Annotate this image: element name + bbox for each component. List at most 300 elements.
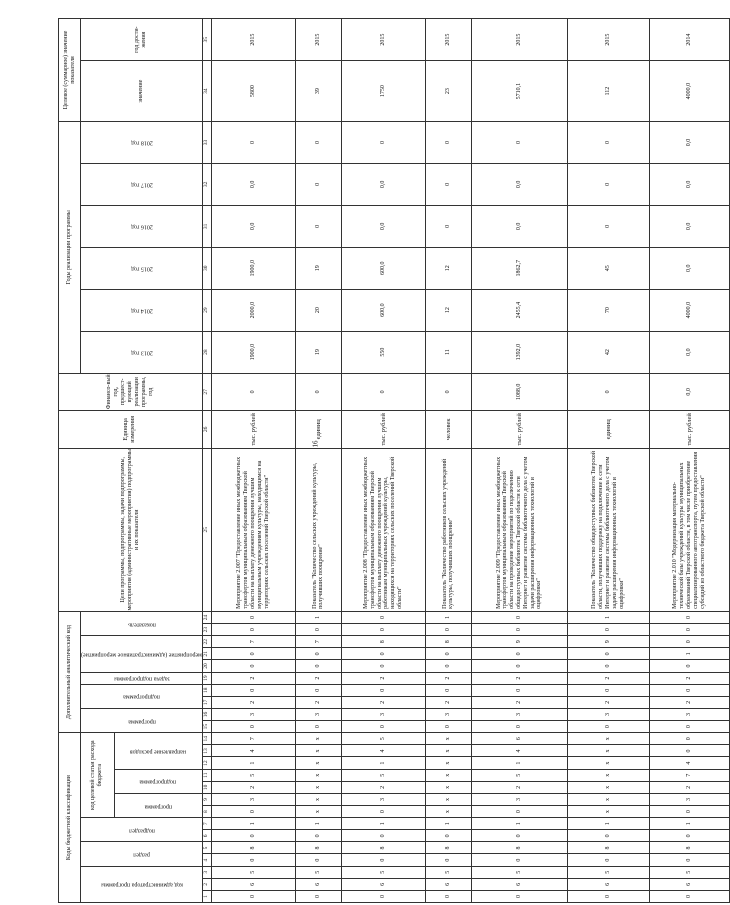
row-target-year: 2015 [341, 19, 425, 61]
row-description: Показатель "Количество общедоступных библиотек Тверской области, получивших поддержку на подключение к сети Интернет и развитие системы библиотечного дела с учетом задачи расширения информационных технологий и оцифровки" [567, 448, 649, 611]
code-digit: 5 [471, 866, 567, 878]
code-digit: 1 [425, 818, 471, 830]
year-2016-header: 2016 год [81, 205, 203, 247]
code-digit: 2 [567, 672, 649, 684]
code-digit: 0 [471, 624, 567, 636]
code-digit: 0 [649, 806, 729, 818]
code-digit: 8 [211, 842, 295, 854]
table-row [471, 19, 567, 903]
row-year-value: 550 [341, 331, 425, 373]
table-row [649, 19, 729, 903]
code-digit: 8 [425, 842, 471, 854]
code-digit: x [567, 733, 649, 745]
row-year-value: 42 [567, 331, 649, 373]
code-digit: 5 [341, 866, 425, 878]
row-year-value: 0 [211, 121, 295, 163]
code-digit: 0 [471, 721, 567, 733]
code-digit: 7 [295, 636, 341, 648]
row-target-value: 1750 [341, 61, 425, 122]
row-target-value: 5710,1 [471, 61, 567, 122]
code-digit: 0 [567, 648, 649, 660]
row-year-value: 600,0 [341, 289, 425, 331]
code-digit: x [567, 793, 649, 805]
code-digit: 0 [341, 854, 425, 866]
row-unit: тыс. рублей [471, 411, 567, 449]
code-digit: 7 [649, 769, 729, 781]
code-digit: 0 [567, 684, 649, 696]
code-digit: 3 [341, 708, 425, 720]
code-digit: 3 [567, 708, 649, 720]
subprogram-code-header: подпрограмма [114, 769, 202, 793]
code-digit: x [425, 793, 471, 805]
row-year-value: 0,0 [649, 247, 729, 289]
row-year-value: 20 [295, 289, 341, 331]
row-unit: тыс. рублей [649, 411, 729, 449]
code-digit: 0 [649, 854, 729, 866]
code-digit: 6 [211, 878, 295, 890]
code-digit: 0 [295, 624, 341, 636]
row-year-value: 1862,7 [471, 247, 567, 289]
code-digit: 8 [567, 842, 649, 854]
row-description: Мероприятие 2.009 "Предоставление иных межбюджетных трансфертов муниципальным образованиям Тверской области на проведение мероприятий по подключению общедоступных библиотек Тверской области к сети Интернет и развитие системы библиотечного дела с учетом задачи расширения информационных технологий и оцифровки" [471, 448, 567, 611]
code-digit: 4 [341, 745, 425, 757]
column-number: 8 [202, 806, 211, 818]
analytic-task-header: задача подпрограммы [81, 672, 203, 684]
year-2013-header: 2013 год [81, 331, 203, 373]
code-digit: 0 [295, 854, 341, 866]
code-digit: 0 [341, 660, 425, 672]
row-unit: тыс. рублей [341, 411, 425, 449]
code-digit: x [567, 757, 649, 769]
code-digit: 8 [341, 842, 425, 854]
row-target-year: 2015 [295, 19, 341, 61]
code-digit: x [567, 769, 649, 781]
code-digit: 6 [567, 878, 649, 890]
admin-code-header: код администратора программы [81, 866, 203, 902]
code-digit: 2 [471, 781, 567, 793]
column-number: 1 [202, 890, 211, 902]
row-year-value: 0 [567, 163, 649, 205]
code-digit: 6 [649, 878, 729, 890]
code-digit: 5 [649, 866, 729, 878]
code-digit: x [425, 781, 471, 793]
column-number: 22 [202, 636, 211, 648]
budget-codes-header: Коды бюджетной классификации [59, 733, 81, 903]
column-number-row [202, 19, 211, 903]
code-digit: x [295, 745, 341, 757]
row-unit: человек [425, 411, 471, 449]
code-digit: 0 [471, 648, 567, 660]
code-digit: 0 [425, 721, 471, 733]
code-digit: 3 [211, 708, 295, 720]
column-number: 18 [202, 684, 211, 696]
code-digit: 2 [471, 696, 567, 708]
code-digit: 0 [649, 684, 729, 696]
row-year-value: 0 [425, 205, 471, 247]
code-digit: x [295, 806, 341, 818]
row-year-value: 11 [425, 331, 471, 373]
code-digit: 0 [341, 721, 425, 733]
code-digit: 1 [567, 818, 649, 830]
row-year-value: 0 [471, 121, 567, 163]
code-digit: 0 [567, 721, 649, 733]
row-prev-year: 1088,0 [471, 373, 567, 411]
column-number: 35 [202, 19, 211, 61]
unit-header: Единица измерения [59, 411, 203, 449]
code-digit: 0 [649, 745, 729, 757]
row-year-value: 0 [567, 121, 649, 163]
code-digit: 0 [295, 890, 341, 902]
code-digit: 3 [471, 793, 567, 805]
code-digit: 0 [471, 854, 567, 866]
row-year-value: 0 [341, 121, 425, 163]
code-digit: 2 [341, 696, 425, 708]
code-digit: x [295, 757, 341, 769]
year-2015-header: 2015 год [81, 247, 203, 289]
row-unit: тыс. рублей [211, 411, 295, 449]
code-digit: 0 [471, 830, 567, 842]
code-digit: 5 [341, 733, 425, 745]
code-digit: 0 [649, 636, 729, 648]
column-number: 27 [202, 373, 211, 411]
program-code-header: программа [114, 793, 202, 817]
table-row [567, 19, 649, 903]
analytic-indicator-header: показатель [81, 611, 203, 635]
row-year-value: 1900,0 [211, 247, 295, 289]
code-digit: 0 [211, 854, 295, 866]
row-year-value: 0,0 [471, 205, 567, 247]
years-header: Годы реализации программы [59, 121, 81, 373]
code-digit: 1 [211, 757, 295, 769]
column-number: 23 [202, 624, 211, 636]
code-digit: 7 [211, 636, 295, 648]
column-number: 33 [202, 121, 211, 163]
code-digit: 9 [471, 636, 567, 648]
target-value-header: значение [81, 61, 203, 122]
column-number: 34 [202, 61, 211, 122]
column-number: 20 [202, 660, 211, 672]
code-digit: 0 [295, 648, 341, 660]
code-digit: 3 [341, 793, 425, 805]
code-digit: 0 [341, 806, 425, 818]
code-digit: x [567, 806, 649, 818]
row-year-value: 0,0 [211, 163, 295, 205]
code-digit: 0 [211, 806, 295, 818]
row-year-value: 12 [425, 289, 471, 331]
column-number: 12 [202, 757, 211, 769]
row-target-value: 4000,0 [649, 61, 729, 122]
column-number: 11 [202, 769, 211, 781]
code-digit: 9 [567, 636, 649, 648]
code-digit: 8 [471, 842, 567, 854]
column-number: 14 [202, 733, 211, 745]
code-digit: 0 [649, 721, 729, 733]
code-digit: 8 [295, 842, 341, 854]
code-digit: 5 [471, 769, 567, 781]
code-digit: 2 [425, 672, 471, 684]
row-year-value: 19 [295, 247, 341, 289]
row-year-value: 12 [425, 247, 471, 289]
code-digit: 8 [341, 636, 425, 648]
code-digit: 1 [471, 757, 567, 769]
row-year-value: 2000,0 [211, 289, 295, 331]
analytic-program-header: программа [81, 708, 203, 732]
row-year-value: 0,0 [649, 121, 729, 163]
code-digit: 2 [471, 672, 567, 684]
code-digit: 0 [341, 611, 425, 623]
code-digit: 5 [567, 866, 649, 878]
row-target-year: 2015 [211, 19, 295, 61]
analytic-subprogram-header: подпрограмма [81, 684, 203, 708]
target-article-header: код целевой статьи расхода бюджета [81, 733, 115, 818]
code-digit: 1 [471, 818, 567, 830]
code-digit: 2 [211, 696, 295, 708]
row-prev-year: 0 [425, 373, 471, 411]
code-digit: 0 [211, 684, 295, 696]
code-digit: x [295, 733, 341, 745]
column-number: 19 [202, 672, 211, 684]
code-digit: 3 [425, 708, 471, 720]
table-row [295, 19, 341, 903]
code-digit: x [425, 769, 471, 781]
code-digit: 0 [567, 624, 649, 636]
row-year-value: 600,0 [341, 247, 425, 289]
target-year-header: год дости-жения [81, 19, 203, 61]
page-number: 16 [311, 440, 320, 448]
code-digit: 2 [211, 672, 295, 684]
code-digit: 0 [211, 611, 295, 623]
row-prev-year: 0 [341, 373, 425, 411]
analytic-event-header: мероприятие (административное мероприятие) [81, 636, 203, 672]
code-digit: 6 [425, 878, 471, 890]
code-digit: 0 [471, 890, 567, 902]
row-year-value: 0 [295, 205, 341, 247]
code-digit: 1 [295, 611, 341, 623]
code-digit: 0 [471, 684, 567, 696]
subsection-header: подраздел [81, 818, 203, 842]
code-digit: 8 [425, 636, 471, 648]
row-target-value: 112 [567, 61, 649, 122]
code-digit: 0 [295, 684, 341, 696]
year-2018-header: 2018 год [81, 121, 203, 163]
code-digit: x [567, 745, 649, 757]
row-year-value: 0 [567, 205, 649, 247]
code-digit: 0 [425, 660, 471, 672]
finance-year-header: Финансо-вый год, предшест-вующий реализации программы, год [59, 373, 203, 411]
code-digit: 3 [211, 793, 295, 805]
code-digit: 1 [295, 818, 341, 830]
row-target-year: 2015 [425, 19, 471, 61]
goals-header: Цели программы, подпрограммы, задачи подпрограммы, мероприятия (административные мероприятия) подпрограммы и их показатели [59, 448, 203, 611]
row-description: Показатель "Количество работников сельских учреждений культуры, получивших поощрение" [425, 448, 471, 611]
code-digit: 8 [649, 842, 729, 854]
row-year-value: 1392,0 [471, 331, 567, 373]
code-digit: 0 [567, 830, 649, 842]
code-digit: 7 [211, 733, 295, 745]
section-header: раздел [81, 842, 203, 866]
row-year-value: 0,0 [341, 163, 425, 205]
code-digit: 1 [649, 818, 729, 830]
code-digit: 2 [649, 672, 729, 684]
column-number: 5 [202, 842, 211, 854]
code-digit: 0 [211, 830, 295, 842]
code-digit: 5 [425, 866, 471, 878]
row-prev-year: 0 [211, 373, 295, 411]
column-number: 25 [202, 448, 211, 611]
code-digit: 5 [211, 866, 295, 878]
column-number: 21 [202, 648, 211, 660]
code-digit: 0 [211, 624, 295, 636]
row-year-value: 0 [295, 121, 341, 163]
row-year-value: 45 [567, 247, 649, 289]
row-year-value: 0,0 [649, 331, 729, 373]
column-number: 7 [202, 818, 211, 830]
code-digit: 0 [211, 648, 295, 660]
row-prev-year: 0,0 [649, 373, 729, 411]
code-digit: 0 [211, 721, 295, 733]
code-digit: 0 [649, 830, 729, 842]
row-target-value: 23 [425, 61, 471, 122]
code-digit: 0 [341, 684, 425, 696]
row-target-value: 39 [295, 61, 341, 122]
code-digit: x [295, 769, 341, 781]
row-year-value: 1900,0 [211, 331, 295, 373]
code-digit: 0 [649, 624, 729, 636]
code-digit: 6 [341, 878, 425, 890]
table-row [425, 19, 471, 903]
code-digit: 1 [341, 757, 425, 769]
table-row [341, 19, 425, 903]
row-year-value: 2455,4 [471, 289, 567, 331]
row-year-value: 19 [295, 331, 341, 373]
row-description: Мероприятие 2.010 "Модернизация материально-технической базы учреждений культуры муниципальных образований Тверской области, в том числе приобретение специализированного автотранспорта, путем предоставления субсидий из областного бюджета Тверской области" [649, 448, 729, 611]
row-year-value: 4000,0 [649, 289, 729, 331]
row-prev-year: 0 [295, 373, 341, 411]
code-digit: 0 [211, 660, 295, 672]
column-number: 4 [202, 854, 211, 866]
code-digit: 0 [341, 830, 425, 842]
row-target-year: 2014 [649, 19, 729, 61]
code-digit: 4 [649, 757, 729, 769]
code-digit: 2 [649, 696, 729, 708]
column-number: 3 [202, 866, 211, 878]
code-digit: 0 [471, 660, 567, 672]
code-digit: 0 [341, 890, 425, 902]
column-number: 29 [202, 289, 211, 331]
code-digit: 0 [425, 684, 471, 696]
table-row [211, 19, 295, 903]
code-digit: 0 [295, 830, 341, 842]
row-description: Мероприятие 2.007 "Предоставление иных межбюджетных трансфертов муниципальным образованиям Тверской области на выплату денежного поощрения лучшим муниципальным учреждениям культуры, находящимся на территориях сельских поселений Тверской области" [211, 448, 295, 611]
column-number: 13 [202, 745, 211, 757]
code-digit: 0 [295, 721, 341, 733]
row-year-value: 0 [425, 163, 471, 205]
code-digit: x [295, 781, 341, 793]
code-digit: 0 [425, 890, 471, 902]
code-digit: 4 [211, 745, 295, 757]
column-number: 32 [202, 163, 211, 205]
code-digit: x [425, 757, 471, 769]
column-number: 31 [202, 205, 211, 247]
column-number: 28 [202, 331, 211, 373]
row-year-value: 0,0 [649, 163, 729, 205]
code-digit: 2 [295, 672, 341, 684]
column-number: 26 [202, 411, 211, 449]
code-digit: 0 [341, 624, 425, 636]
code-digit: 6 [471, 878, 567, 890]
code-digit: 5 [295, 866, 341, 878]
code-digit: 3 [649, 708, 729, 720]
code-digit: 6 [471, 733, 567, 745]
code-digit: 2 [211, 781, 295, 793]
code-digit: 2 [341, 672, 425, 684]
code-digit: 0 [425, 830, 471, 842]
row-unit: единиц [295, 411, 341, 449]
column-number: 10 [202, 781, 211, 793]
code-digit: 0 [649, 733, 729, 745]
code-digit: 1 [567, 611, 649, 623]
code-digit: 1 [211, 818, 295, 830]
column-number: 9 [202, 793, 211, 805]
code-digit: 3 [295, 708, 341, 720]
row-target-year: 2015 [471, 19, 567, 61]
code-digit: 0 [567, 660, 649, 672]
code-digit: x [425, 733, 471, 745]
year-2017-header: 2017 год [81, 163, 203, 205]
code-digit: 6 [295, 878, 341, 890]
code-digit: 1 [425, 611, 471, 623]
year-2014-header: 2014 год [81, 289, 203, 331]
code-digit: 2 [341, 781, 425, 793]
row-year-value: 0,0 [649, 205, 729, 247]
code-digit: 0 [471, 806, 567, 818]
code-digit: 0 [425, 624, 471, 636]
row-year-value: 0,0 [211, 205, 295, 247]
code-digit: 0 [471, 611, 567, 623]
code-digit: 0 [649, 660, 729, 672]
program-table [58, 18, 730, 903]
code-digit: 0 [649, 611, 729, 623]
row-year-value: 0 [295, 163, 341, 205]
code-digit: 0 [425, 648, 471, 660]
code-digit: 0 [567, 890, 649, 902]
row-unit: единиц [567, 411, 649, 449]
code-digit: 2 [425, 696, 471, 708]
code-digit: 3 [649, 793, 729, 805]
code-digit: 5 [341, 769, 425, 781]
code-digit: x [295, 793, 341, 805]
code-digit: 0 [341, 648, 425, 660]
row-year-value: 0,0 [471, 163, 567, 205]
column-number: 6 [202, 830, 211, 842]
direction-code-header: направление расходов [114, 733, 202, 769]
target-header: Целевое (суммарное) значение показателя [59, 19, 81, 122]
rotated-table-page [58, 18, 706, 903]
column-number: 16 [202, 708, 211, 720]
code-digit: 4 [471, 745, 567, 757]
column-number: 2 [202, 878, 211, 890]
row-prev-year: 0 [567, 373, 649, 411]
code-digit: 3 [471, 708, 567, 720]
row-year-value: 0,0 [341, 205, 425, 247]
code-digit: x [425, 806, 471, 818]
column-number: 30 [202, 247, 211, 289]
column-number: 15 [202, 721, 211, 733]
code-digit: 2 [649, 781, 729, 793]
code-digit: x [567, 781, 649, 793]
code-digit: 5 [211, 769, 295, 781]
code-digit: 0 [425, 854, 471, 866]
